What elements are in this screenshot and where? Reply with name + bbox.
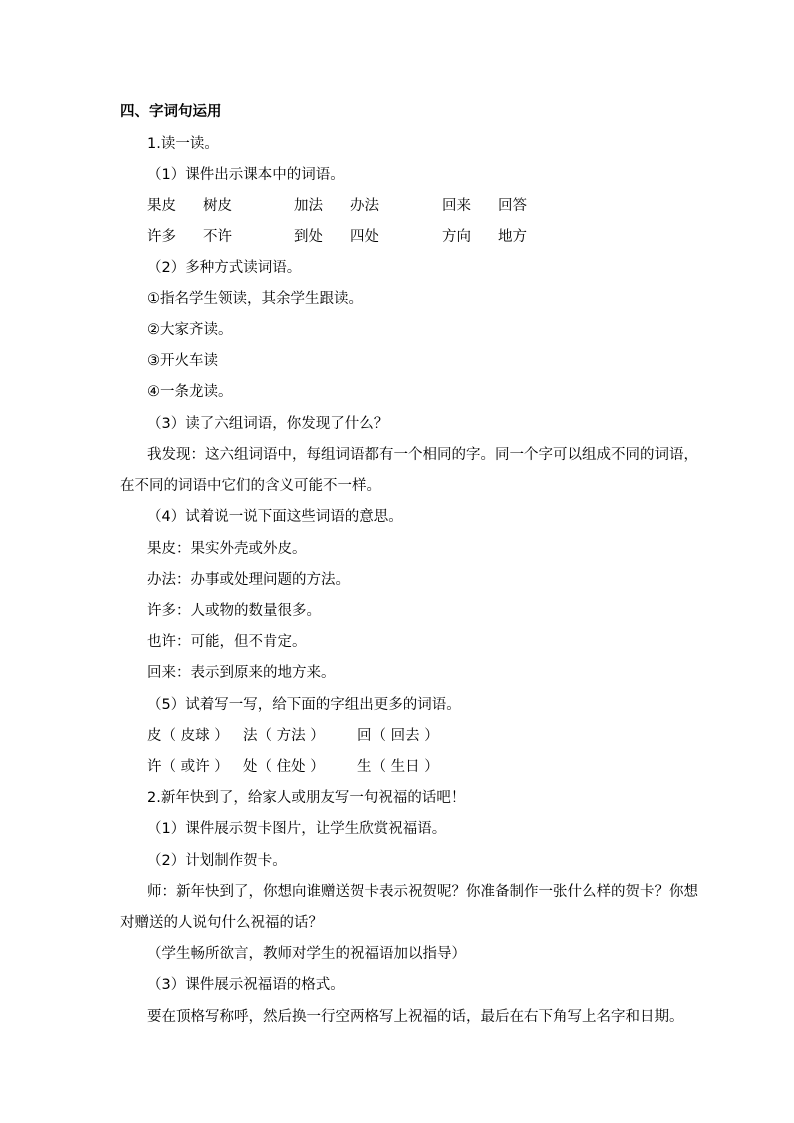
compose-item: 回（ 回去 ） xyxy=(357,728,439,744)
word: 不许 xyxy=(203,229,232,245)
word: 加法 xyxy=(294,198,323,214)
word: 回答 xyxy=(498,198,527,214)
item2-step3: （3）课件展示祝福语的格式。 xyxy=(147,977,345,993)
compose-item: 法（ 方法 ） xyxy=(243,728,325,744)
step3-text: （3）读了六组词语，你发现了什么？ xyxy=(147,416,389,432)
method-item: ②大家齐读。 xyxy=(147,322,233,338)
teacher-line-1: 师：新年快到了，你想向谁赠送贺卡表示祝贺呢？你准备制作一张什么样的贺卡？你想 xyxy=(147,884,698,900)
compose-row-1 xyxy=(147,727,467,745)
discovery-line-2: 在不同的词语中它们的含义可能不一样。 xyxy=(120,478,381,494)
discovery-line-1: 我发现：这六组词语中，每组词语都有一个相同的字。同一个字可以组成不同的词语， xyxy=(147,447,698,463)
compose-item: 处（ 住处 ） xyxy=(243,759,325,775)
section-title: 四、字词句运用 xyxy=(120,104,222,120)
method-item: ③开火车读 xyxy=(147,353,218,369)
method-item: ①指名学生领读，其余学生跟读。 xyxy=(147,291,363,307)
step5-text: （5）试着写一写，给下面的字组出更多的词语。 xyxy=(147,697,461,713)
step1-text: （1）课件出示课本中的词语。 xyxy=(147,167,345,183)
word: 四处 xyxy=(350,229,379,245)
word: 办法 xyxy=(350,198,379,214)
meaning-item: 也许：可能，但不肯定。 xyxy=(147,634,307,650)
word: 许多 xyxy=(147,229,176,245)
word-row-1 xyxy=(147,197,547,215)
item2-step1: （1）课件展示贺卡图片，让学生欣赏祝福语。 xyxy=(147,821,447,837)
word: 回来 xyxy=(442,198,471,214)
compose-item: 许（ 或许 ） xyxy=(147,759,229,775)
item2-title: 2.新年快到了，给家人或朋友写一句祝福的话吧！ xyxy=(147,790,466,806)
word: 果皮 xyxy=(147,198,176,214)
format-line: 要在顶格写称呼，然后换一行空两格写上祝福的话，最后在右下角写上名字和日期。 xyxy=(147,1009,684,1025)
step4-text: （4）试着说一说下面这些词语的意思。 xyxy=(147,509,403,525)
word: 树皮 xyxy=(203,198,232,214)
meaning-item: 果皮：果实外壳或外皮。 xyxy=(147,541,307,557)
meaning-item: 办法：办事或处理问题的方法。 xyxy=(147,572,350,588)
word: 地方 xyxy=(498,229,527,245)
student-note: （学生畅所欲言，教师对学生的祝福语加以指导） xyxy=(147,946,466,962)
step2-text: （2）多种方式读词语。 xyxy=(147,260,302,276)
teacher-line-2: 对赠送的人说句什么祝福的话？ xyxy=(120,915,323,931)
word: 方向 xyxy=(442,229,471,245)
item1-title: 1.读一读。 xyxy=(147,136,219,152)
word-row-2 xyxy=(147,228,547,246)
item2-step2: （2）计划制作贺卡。 xyxy=(147,853,287,869)
meaning-item: 许多：人或物的数量很多。 xyxy=(147,603,321,619)
word: 到处 xyxy=(294,229,323,245)
compose-item: 生（ 生日 ） xyxy=(357,759,439,775)
compose-item: 皮（ 皮球 ） xyxy=(147,728,229,744)
meaning-item: 回来：表示到原来的地方来。 xyxy=(147,665,336,681)
method-item: ④一条龙读。 xyxy=(147,384,233,400)
compose-row-2 xyxy=(147,758,467,776)
